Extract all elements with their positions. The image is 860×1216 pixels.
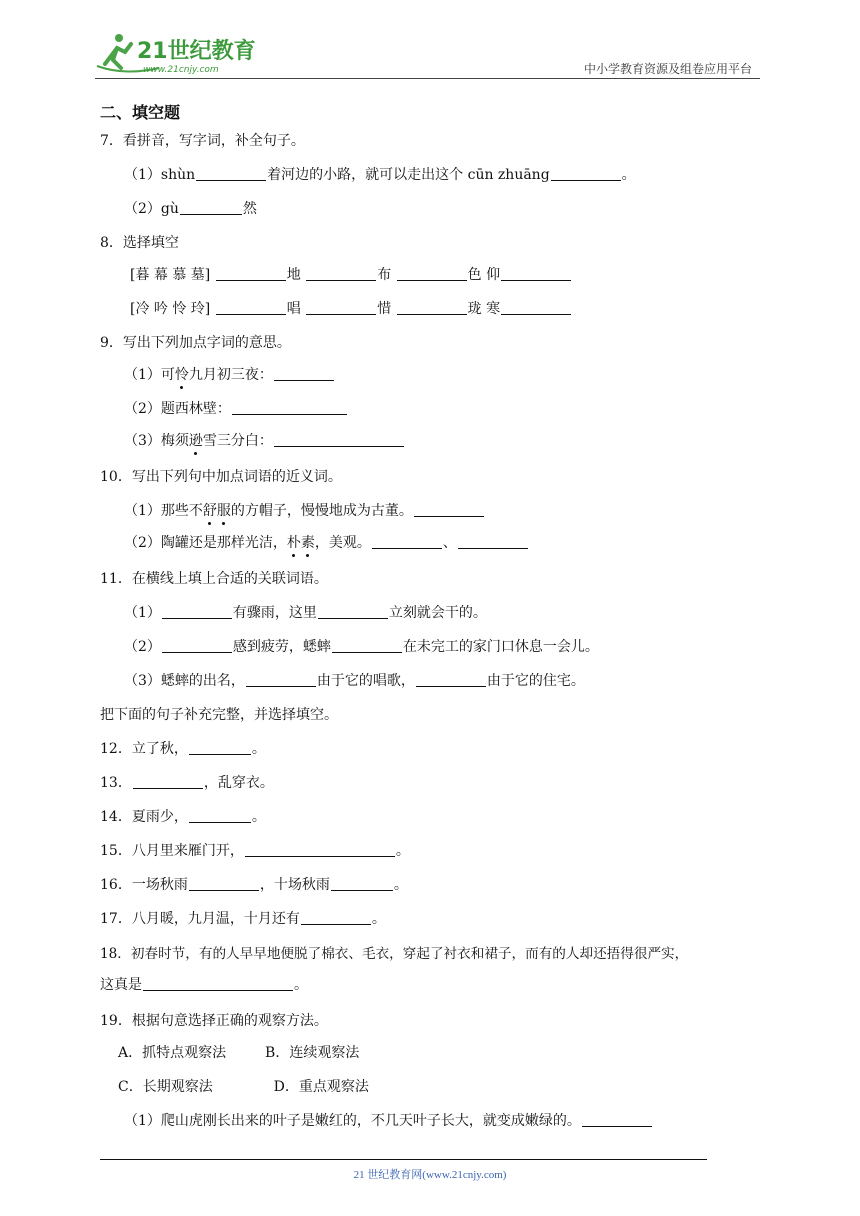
answer-blank[interactable] <box>318 604 388 619</box>
answer-blank[interactable] <box>245 842 395 857</box>
text: （3）蟋蟀的出名， <box>124 673 245 689</box>
answer-blank[interactable] <box>246 672 316 687</box>
option-c: C．长期观察法 <box>118 1079 213 1095</box>
option-a: A．抓特点观察法 <box>118 1045 227 1061</box>
text: 。 <box>395 843 410 859</box>
q19-options-row2 <box>118 1076 369 1096</box>
answer-blank[interactable] <box>301 910 371 925</box>
instruction: 把下面的句子补充完整，并选择填空。 <box>100 707 338 723</box>
q18-line1: 18．初春时节，有的人早早地便脱了棉衣、毛衣，穿起了衬衣和裙子，而有的人却还捂得很严实， <box>100 946 689 962</box>
q9-stem: 9．写出下列加点字词的意思。 <box>100 335 291 351</box>
q8-row1 <box>130 264 572 284</box>
text: 这真是 <box>100 977 142 993</box>
answer-blank[interactable] <box>162 638 232 653</box>
answer-blank[interactable] <box>196 166 266 181</box>
text: 。 <box>251 741 266 757</box>
q8-row2 <box>130 298 572 318</box>
answer-blank[interactable] <box>162 604 232 619</box>
text: 、 <box>442 535 457 551</box>
footer-divider <box>100 1159 707 1160</box>
text: （1）爬山虎刚长出来的叶子是嫩红的，不几天叶子长大，就变成嫩绿的。 <box>124 1113 581 1129</box>
q13 <box>100 772 274 792</box>
q10-s1 <box>124 500 485 520</box>
answer-blank[interactable] <box>397 300 467 315</box>
text: 着河边的小路，就可以走出这个 cūn zhuāng <box>267 167 550 183</box>
logo-text: 21世纪教育 <box>137 39 256 64</box>
text: 珑 <box>467 301 482 317</box>
answer-blank[interactable] <box>458 534 528 549</box>
text: 布 <box>377 267 392 283</box>
text: ，美观。 <box>314 535 371 551</box>
option-d: D．重点观察法 <box>273 1079 369 1095</box>
text: 。 <box>371 911 386 927</box>
answer-blank[interactable] <box>180 200 242 215</box>
q17 <box>100 908 386 928</box>
text: 。 <box>393 877 408 893</box>
answer-blank[interactable] <box>306 266 376 281</box>
q11-s1 <box>124 602 487 622</box>
answer-blank[interactable] <box>551 166 621 181</box>
text: 17．八月暖，九月温，十月还有 <box>100 911 300 927</box>
footer-text: 21 世纪教育网(www.21cnjy.com) <box>353 1169 507 1181</box>
text: ，乱穿衣。 <box>203 775 274 791</box>
text: 16．一场秋雨 <box>100 877 188 893</box>
option-b: B．连续观察法 <box>265 1045 360 1061</box>
text: 色 <box>467 267 482 283</box>
q11-stem: 11．在横线上填上合适的关联词语。 <box>100 571 328 587</box>
text: 唱 <box>286 301 301 317</box>
dotted-char: 舒 <box>203 500 217 520</box>
section-title: 二、填空题 <box>100 103 181 122</box>
text: 雪三分白： <box>202 433 273 449</box>
answer-blank[interactable] <box>216 300 286 315</box>
text: 立刻就会干的。 <box>388 605 487 621</box>
options: [冷 吟 怜 玲] <box>130 301 211 317</box>
text: 12．立了秋， <box>100 741 188 757</box>
q11-s2 <box>124 636 599 656</box>
text: （1）shùn <box>124 167 196 183</box>
text: 然 <box>242 201 257 217</box>
text: 。 <box>621 167 636 183</box>
answer-blank[interactable] <box>216 266 286 281</box>
q11-s3 <box>124 670 585 690</box>
text: 。 <box>294 977 308 993</box>
q7-s1 <box>124 164 636 184</box>
text: 九月初三夜： <box>188 367 273 383</box>
dotted-char: 逊 <box>189 430 203 450</box>
q10-stem: 10．写出下列句中加点词语的近义词。 <box>100 469 342 485</box>
text: （2）题西林壁： <box>124 401 231 417</box>
answer-blank[interactable] <box>274 432 404 447</box>
q9-s3 <box>124 430 405 450</box>
answer-blank[interactable] <box>189 808 251 823</box>
text: 感到疲劳，蟋蟀 <box>232 639 331 655</box>
text: 地 <box>286 267 301 283</box>
answer-blank[interactable] <box>133 774 203 789</box>
answer-blank[interactable] <box>414 502 484 517</box>
text: （2）陶罐还是那样光洁， <box>124 535 287 551</box>
text: （1）那些不 <box>124 503 203 519</box>
answer-blank[interactable] <box>372 534 442 549</box>
platform-name: 中小学教育资源及组卷应用平台 <box>583 62 752 76</box>
q12 <box>100 738 266 758</box>
text: 。 <box>251 809 266 825</box>
header-divider <box>95 78 760 79</box>
answer-blank[interactable] <box>416 672 486 687</box>
q7-s2 <box>124 198 257 218</box>
dotted-char: 服 <box>217 500 231 520</box>
q9-s1 <box>124 364 335 384</box>
q8-stem: 8．选择填空 <box>100 235 179 251</box>
q15 <box>100 840 410 860</box>
q19-stem: 19．根据句意选择正确的观察方法。 <box>100 1013 328 1029</box>
options: [暮 幕 慕 墓] <box>130 267 211 283</box>
answer-blank[interactable] <box>232 400 347 415</box>
text: （1）可 <box>124 367 175 383</box>
text: 13． <box>100 775 132 791</box>
page-header <box>95 30 760 80</box>
q19-s1 <box>124 1110 653 1130</box>
answer-blank[interactable] <box>189 740 251 755</box>
text: 由于它的唱歌， <box>316 673 415 689</box>
answer-blank[interactable] <box>274 366 334 381</box>
text: 有骤雨，这里 <box>232 605 317 621</box>
text: 15．八月里来雁门开， <box>100 843 244 859</box>
text: （2）gù <box>124 201 179 217</box>
dotted-char: 素 <box>301 532 315 552</box>
text: （2） <box>124 639 161 655</box>
q18-line2 <box>100 974 308 994</box>
q16 <box>100 874 408 894</box>
text: 惜 <box>377 301 392 317</box>
logo-21cnjy <box>95 30 265 78</box>
answer-blank[interactable] <box>501 266 571 281</box>
answer-blank[interactable] <box>397 266 467 281</box>
dotted-char: 朴 <box>287 532 301 552</box>
text: （1） <box>124 605 161 621</box>
q14 <box>100 806 266 826</box>
answer-blank[interactable] <box>582 1112 652 1127</box>
answer-blank[interactable] <box>143 976 293 991</box>
logo-url: www.21cnjy.com <box>143 65 219 75</box>
answer-blank[interactable] <box>332 638 402 653</box>
text: 14．夏雨少， <box>100 809 188 825</box>
text: 由于它的住宅。 <box>486 673 585 689</box>
text: ，十场秋雨 <box>259 877 330 893</box>
dotted-char: 怜 <box>175 364 189 384</box>
text: 寒 <box>486 301 501 317</box>
q19-options-row1 <box>118 1042 359 1062</box>
q9-s2 <box>124 398 348 418</box>
text: 在未完工的家门口休息一会儿。 <box>402 639 599 655</box>
answer-blank[interactable] <box>306 300 376 315</box>
q7-stem: 7．看拼音，写字词，补全句子。 <box>100 133 305 149</box>
answer-blank[interactable] <box>331 876 393 891</box>
answer-blank[interactable] <box>501 300 571 315</box>
text: 仰 <box>486 267 501 283</box>
q10-s2 <box>124 532 529 552</box>
text: （3）梅须 <box>124 433 189 449</box>
text: 的方帽子，慢慢地成为古董。 <box>230 503 413 519</box>
answer-blank[interactable] <box>189 876 259 891</box>
